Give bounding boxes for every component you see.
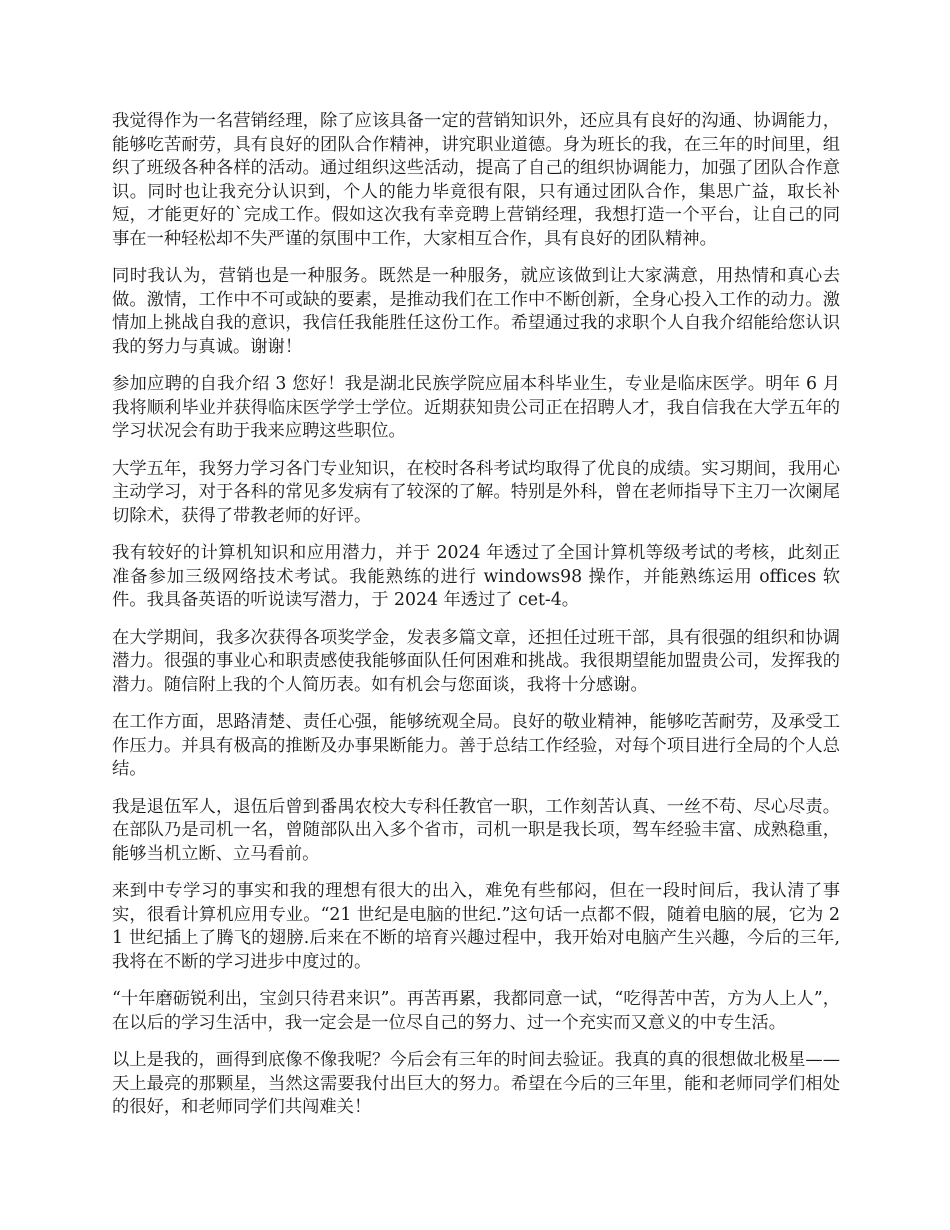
paragraph: 在大学期间，我多次获得各项奖学金，发表多篇文章，还担任过班干部，具有很强的组织和协调潜力。很强的事业心和职责感使我能够面队任何困难和挑战。我很期望能加盟贵公司，发挥我的潜力。随信附上我的个人简历表。如有机会与您面谈，我将十分感谢。 [112, 627, 840, 695]
paragraph: 在工作方面，思路清楚、责任心强，能够统观全局。良好的敬业精神，能够吃苦耐劳，及承受工作压力。并具有极高的推断及办事果断能力。善于总结工作经验，对每个项目进行全局的个人总结。 [112, 712, 840, 779]
paragraph: 同时我认为，营销也是一种服务。既然是一种服务，就应该做到让大家满意，用热情和真心去做。激情，工作中不可或缺的要素，是推动我们在工作中不断创新，全身心投入工作的动力。激情加上挑战自我的意识，我信任我能胜任这份工作。希望通过我的求职个人自我介绍能给您认识我的努力与真诚。谢谢！ [112, 266, 840, 357]
paragraph: 来到中专学习的事实和我的理想有很大的出入，难免有些郁闷，但在一段时间后，我认清了事实，很看计算机应用专业。“21 世纪是电脑的世纪.”这句话一点都不假，随着电脑的展，它为 21 世纪插上了腾飞的翅膀.后来在不断的培育兴趣过程中，我开始对电脑产生兴趣，今后的三年,我将在不断的学习进步中度过的。 [112, 881, 840, 972]
paragraph: 我是退伍军人，退伍后曾到番禺农校大专科任教官一职，工作刻苦认真、一丝不苟、尽心尽责。在部队乃是司机一名，曾随部队出入多个省市，司机一职是我长项，驾车经验丰富、成熟稳重，能够当机立断、立马看前。 [112, 796, 840, 864]
paragraph: 我觉得作为一名营销经理，除了应该具备一定的营销知识外，还应具有良好的沟通、协调能力，能够吃苦耐劳，具有良好的团队合作精神，讲究职业道德。身为班长的我，在三年的时间里，组织了班级各种各样的活动。通过组织这些活动，提高了自己的组织协调能力，加强了团队合作意识。同时也让我充分认识到，个人的能力毕竟很有限，只有通过团队合作，集思广益，取长补短，才能更好的`完成工作。假如这次我有幸竞聘上营销经理，我想打造一个平台，让自己的同事在一种轻松却不失严谨的氛围中工作，大家相互合作，具有良好的团队精神。 [112, 111, 840, 249]
paragraph: 我有较好的计算机知识和应用潜力，并于 2024 年透过了全国计算机等级考试的考核，此刻正准备参加三级网络技术考试。我能熟练的进行 windows98 操作，并能熟练运用 offices 软件。我具备英语的听说读写潜力，于 2024 年透过了 cet-4。 [112, 543, 840, 610]
paragraph: 以上是我的，画得到底像不像我呢？今后会有三年的时间去验证。我真的真的很想做北极星——天上最亮的那颗星，当然这需要我付出巨大的努力。希望在今后的三年里，能和老师同学们相处的很好，和老师同学们共闯难关！ [112, 1050, 840, 1117]
paragraph: 参加应聘的自我介绍 3 您好！我是湖北民族学院应届本科毕业生，专业是临床医学。明年 6 月我将顺利毕业并获得临床医学学士学位。近期获知贵公司正在招聘人才，我自信我在大学五年的学习状况会有助于我来应聘这些职位。 [112, 374, 840, 441]
paragraph: “十年磨砺锐利出，宝剑只待君来识”。再苦再累，我都同意一试，“吃得苦中苦，方为人上人”，在以后的学习生活中，我一定会是一位尽自己的努力、过一个充实而又意义的中专生活。 [112, 989, 840, 1033]
paragraph: 大学五年，我努力学习各门专业知识，在校时各科考试均取得了优良的成绩。实习期间，我用心主动学习，对于各科的常见多发病有了较深的了解。特别是外科，曾在老师指导下主刀一次阑尾切除术，获得了带教老师的好评。 [112, 458, 840, 526]
document-body [112, 110, 840, 1134]
